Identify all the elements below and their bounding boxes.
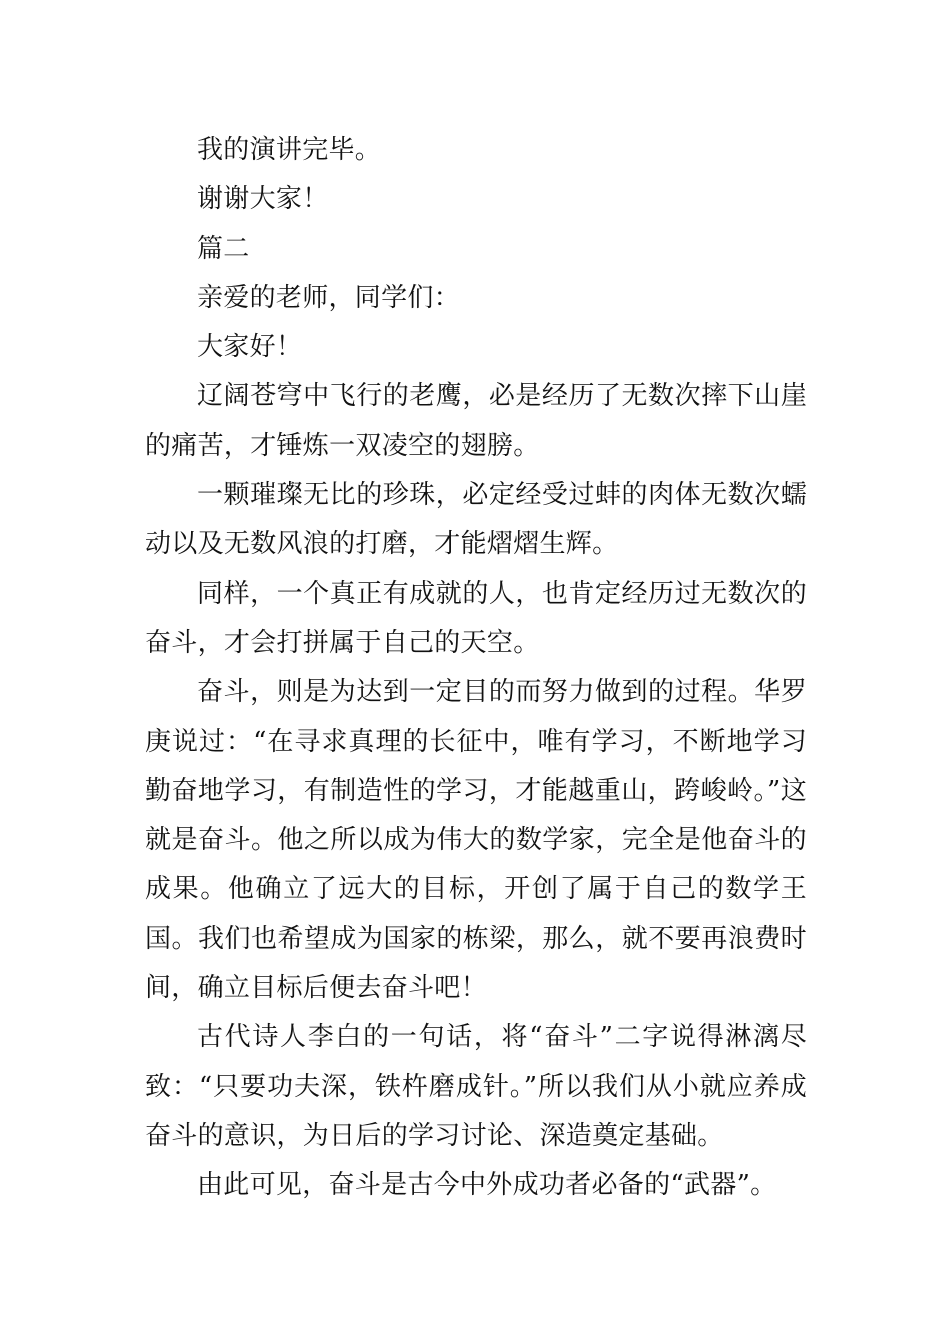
paragraph-eagle: 辽阔苍穹中飞行的老鹰，必是经历了无数次摔下山崖的痛苦，才锤炼一双凌空的翅膀。	[145, 381, 807, 461]
section-heading: 篇二	[197, 233, 250, 264]
paragraph-pearl: 一颗璀璨无比的珍珠，必定经受过蚌的肉体无数次蠕动以及无数风浪的打磨，才能熠熠生辉。	[145, 480, 807, 560]
paragraph-achiever: 同样，一个真正有成就的人，也肯定经历过无数次的奋斗，才会打拼属于自己的天空。	[145, 578, 807, 658]
document-body	[145, 126, 807, 1211]
paragraph-salutation: 亲爱的老师，同学们：	[197, 282, 461, 313]
paragraph-li-bai: 古代诗人李白的一句话，将“奋斗”二字说得淋漓尽致：“只要功夫深，铁杵磨成针。”所以我们从小就应养成奋斗的意识，为日后的学习讨论、深造奠定基础。	[145, 1022, 807, 1151]
paragraph-conclusion: 由此可见，奋斗是古今中外成功者必备的“武器”。	[197, 1170, 777, 1201]
paragraph-struggle-definition: 奋斗，则是为达到一定目的而努力做到的过程。华罗庚说过：“在寻求真理的长征中，唯有学习，不断地学习勤奋地学习，有制造性的学习，才能越重山，跨峻岭。”这就是奋斗。他之所以成为伟大的数学家，完全是他奋斗的成果。他确立了远大的目标，开创了属于自己的数学王国。我们也希望成为国家的栋梁，那么，就不要再浪费时间，确立目标后便去奋斗吧！	[145, 677, 807, 1004]
paragraph-thanks: 谢谢大家！	[197, 184, 329, 215]
paragraph-greeting: 大家好！	[197, 332, 303, 363]
paragraph-closing: 我的演讲完毕。	[197, 135, 382, 165]
